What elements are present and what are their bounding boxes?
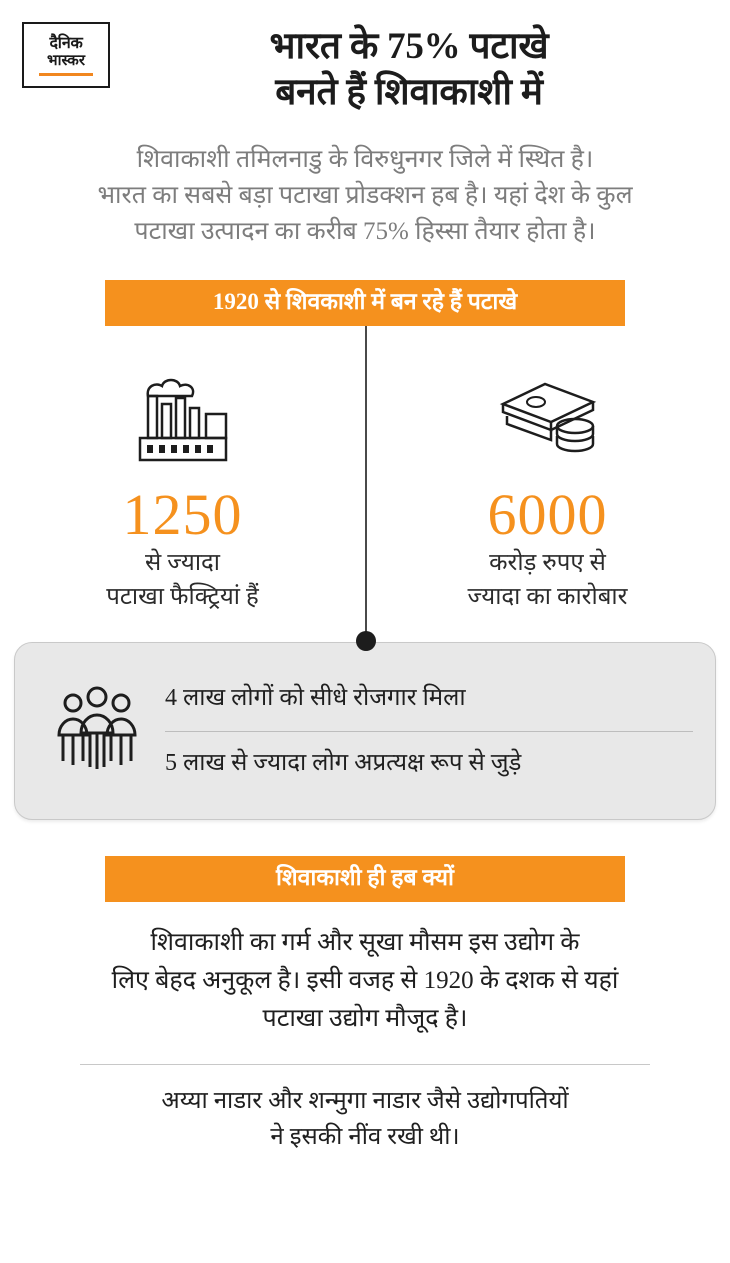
founders-line-1: अय्या नाडार और शन्मुगा नाडार जैसे उद्योगपतियों [161,1088,569,1114]
stat-factories-number: 1250 [122,482,243,547]
founders-line-2: ने इसकी नींव रखी थी। [270,1124,460,1150]
logo-line-2: भास्कर [47,52,85,69]
why-paragraph [40,924,690,1038]
founders-paragraph [48,1083,682,1155]
money-stack-icon [365,368,730,464]
people-group-icon [37,683,157,779]
stat-business-line-2: ज्यादा का कारोबार [467,584,628,610]
stats-section [0,326,730,614]
stat-factories-line-1: से ज्यादा [144,550,221,576]
header [0,0,730,116]
intro-line-2: भारत का सबसे बड़ा पटाखा प्रोडक्शन हब है। यहां देश के कुल [97,182,633,209]
factory-icon [0,368,365,464]
section-banner-production: 1920 से शिवकाशी में बन रहे हैं पटाखे [105,280,625,326]
why-line-1: शिवाकाशी का गर्म और सूखा मौसम इस उद्योग के [150,929,580,956]
connector-line [365,326,367,638]
stat-business [365,342,730,614]
dainik-bhaskar-logo [22,22,110,88]
logo-line-1: दैनिक [49,34,83,52]
page-title [110,18,708,116]
stat-business-line-1: करोड़ रुपए से [489,550,606,576]
stat-factories-line-2: पटाखा फैक्ट्रियां हैं [106,584,259,610]
employment-row-indirect: 5 लाख से ज्यादा लोग अप्रत्यक्ष रूप से जुड़े [165,731,693,796]
intro-line-1: शिवाकाशी तमिलनाडु के विरुधुनगर जिले में स्थित है। [136,146,594,173]
why-line-3: पटाखा उद्योग मौजूद है। [262,1005,468,1032]
headline-line-1: भारत के 75% पटाखे [269,26,549,67]
connector-dot [356,631,376,651]
why-line-2: लिए बेहद अनुकूल है। इसी वजह से 1920 के दशक से यहां [111,967,619,994]
logo-underline [39,73,93,76]
section-banner-why-hub: शिवाकाशी ही हब क्यों [105,856,625,902]
intro-line-3: पटाखा उत्पादन का करीब 75% हिस्सा तैयार होता है। [134,218,596,245]
employment-card [14,642,716,820]
stat-business-number: 6000 [487,482,608,547]
section-divider [80,1064,650,1065]
headline-line-2: बनते हैं शिवाकाशी में [275,72,543,113]
employment-rows [157,667,693,796]
stat-factories [0,342,365,614]
employment-row-direct: 4 लाख लोगों को सीधे रोजगार मिला [165,684,466,711]
intro-paragraph [28,142,702,250]
